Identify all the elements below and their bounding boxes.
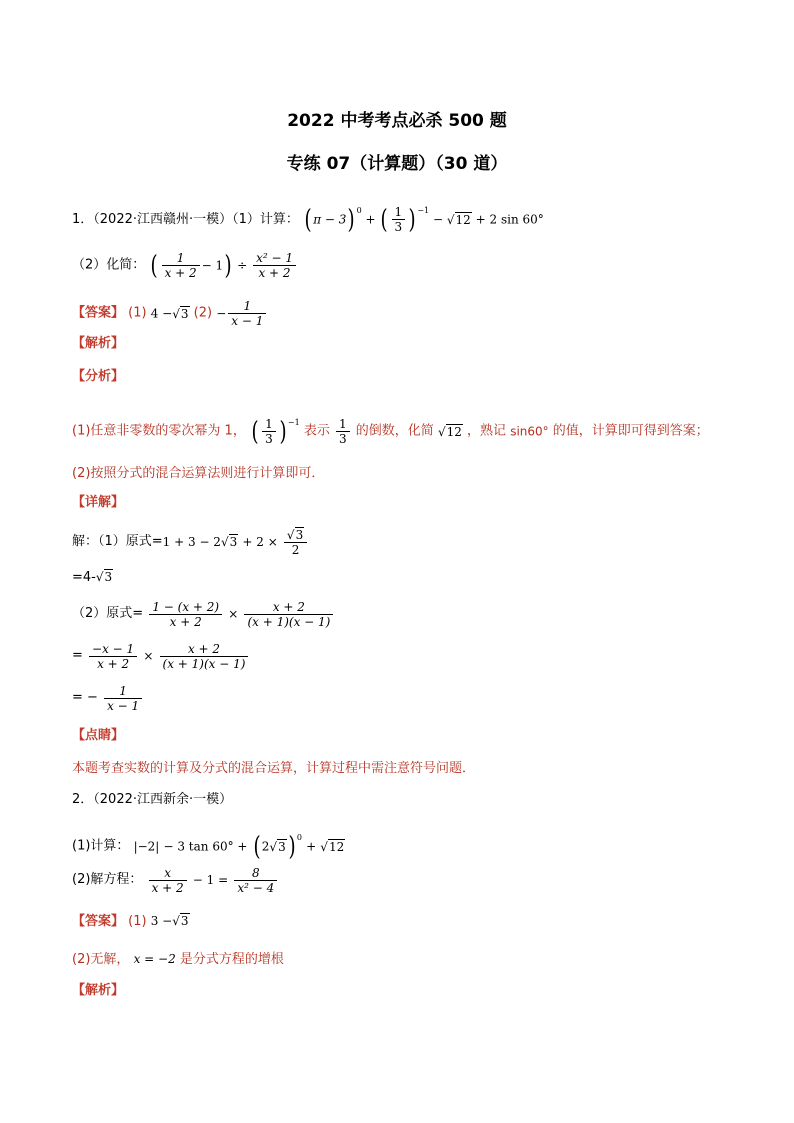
- q1-part2-expression: ( $\frac{1}{x + 2}$ − 1) ÷ $\frac{\text{x² − 1}}{x + 2}$: [149, 258, 298, 272]
- q1-prefix: 1．（2022·江西赣州·一模）（1）计算：: [72, 212, 299, 227]
- q1-analysis-tag: 【解析】: [72, 336, 125, 351]
- q1-analysis-1: (1)任意非零数的零次幂为 1， ( $\frac{1}{3}$ ) $^{-1}$ 表示 $\frac{1}{3}$ 的倒数，化简 √12 ，熟记 sin60° 的值，计算即可得到答案；: [72, 416, 709, 447]
- q1-dianjing-tag: 【点睛】: [72, 728, 125, 743]
- q2-statement: 2．（2022·江西新余·一模）: [72, 792, 233, 807]
- sqrt-symbol: √12: [446, 212, 471, 227]
- q1-analysis-2: (2)按照分式的混合运算法则进行计算即可．: [72, 466, 325, 481]
- answer-tag: 【答案】: [72, 305, 125, 321]
- q1-detail-4: = $\frac{-x - 1}{x + 2}$ × $\frac{x + 2}{(x + 1)(x - 1)}$: [72, 638, 250, 675]
- q1-detail-3: （2）原式= $\frac{1 - (x + 2)}{x + 2}$ × $\frac{x + 2}{(x + 1)(x - 1)}$: [72, 596, 335, 633]
- q2-analysis-tag: 【解析】: [72, 983, 125, 998]
- q1-detail-1: 解：（1）原式=1 + 3 − 2√3 + 2 × $\frac{√3}{2}$: [72, 522, 309, 563]
- q1-part2: （2）化简： ( $\frac{1}{x + 2}$ − 1) ÷ $\frac{\text{x² − 1}}{x + 2}$: [72, 250, 298, 281]
- q2-answer-1: 【答案】 (1) 3 −√3: [72, 914, 189, 929]
- q1-statement: [72, 196, 544, 235]
- document-subtitle: 专练 07（计算题）（30 道）: [286, 154, 508, 174]
- document-title: 2022 中考考点必杀 500 题: [287, 111, 507, 131]
- q1-answer: 【答案】 (1) 4 −√3 (2) − $\frac{1}{x - 1}$: [72, 299, 268, 328]
- q2-part1: (1)计算： |−2| − 3 tan 60° + ( 2√3) $^0$ + √12: [72, 831, 345, 862]
- q1-detail-2: =4-√3: [72, 570, 113, 585]
- q1-dianjing: 本题考查实数的计算及分式的混合运算，计算过程中需注意符号问题．: [72, 761, 476, 776]
- q2-answer-2: (2)无解， x = −2 是分式方程的增根: [72, 952, 284, 967]
- q1-detail-tag: 【详解】: [72, 495, 125, 510]
- q1-detail-5: = − $\frac{1}{x - 1}$: [72, 682, 144, 715]
- q1-fraction: $\frac{1}{3}$: [392, 205, 406, 234]
- q2-part2: (2)解方程： $\frac{x}{x + 2}$ − 1 = $\frac{8}{\text{x² − 4}}$: [72, 864, 279, 897]
- q1-fenxi-tag: 【分析】: [72, 369, 125, 384]
- q1-expression: ( π − 3) $^0$ + ( $\frac{1}{3}$ ) $^{-1}$ − √12 + 2 sin 60°: [304, 204, 544, 235]
